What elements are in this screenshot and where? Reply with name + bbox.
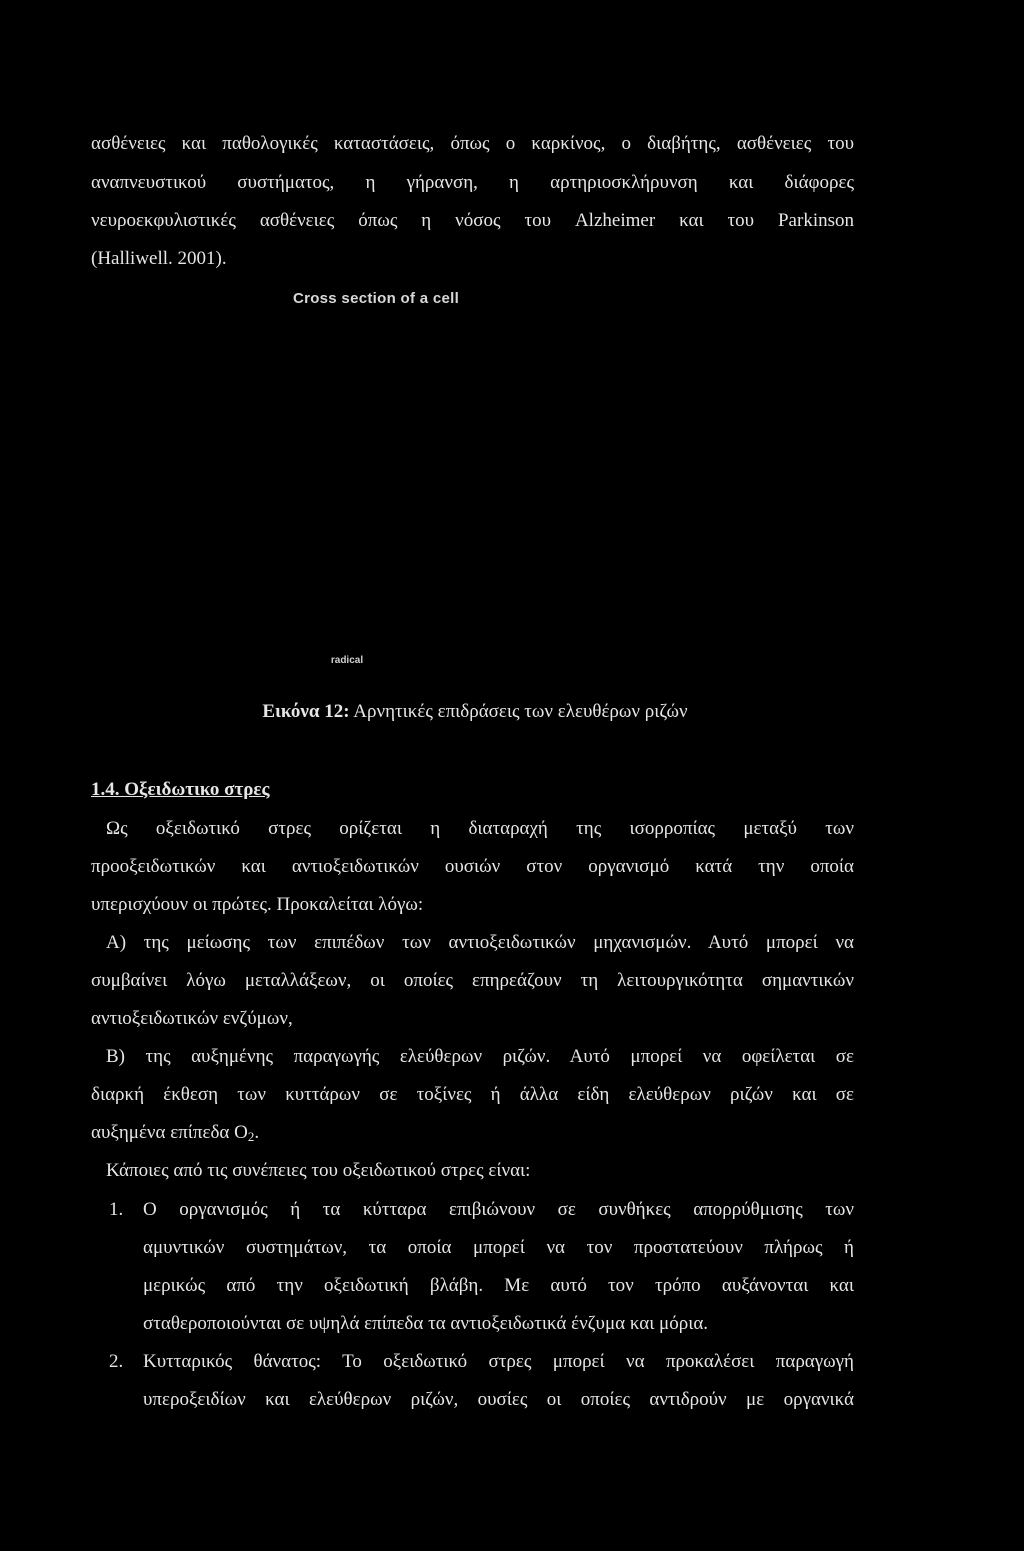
list-item-1-line-2: αμυντικών συστημάτων, τα οποία μπορεί να τον προστατεύουν πλήρως ή <box>143 1237 854 1258</box>
section-heading: 1.4. Οξειδωτικο στρες <box>91 779 270 800</box>
figure-caption-text: Αρνητικές επιδράσεις των ελευθέρων ριζών <box>349 701 688 722</box>
intro-line-4: (Halliwell. 2001). <box>91 248 227 269</box>
list-item-1-line-4: σταθεροποιούνται σε υψηλά επίπεδα τα αντιοξειδωτικά ένζυμα και μόρια. <box>143 1313 709 1334</box>
intro-line-3: νευροεκφυλιστικές ασθένειες όπως η νόσος του Alzheimer και του Parkinson <box>91 210 854 231</box>
list-item-1-line-1: Ο οργανισμός ή τα κύτταρα επιβιώνουν σε συνθήκες απορρύθμισης των <box>143 1199 854 1220</box>
figure-title: Cross section of a cell <box>292 290 460 307</box>
definition-line-3: υπερισχύουν οι πρώτες. Προκαλείται λόγω: <box>91 894 424 915</box>
definition-line-2: προοξειδωτικών και αντιοξειδωτικών ουσιών στον οργανισμό κατά την οποία <box>91 856 854 877</box>
cause-b-line-3-text: αυξημένα επίπεδα O <box>91 1122 248 1143</box>
list-item-2-line-1: Κυτταρικός θάνατος: Το οξειδωτικό στρες μπορεί να προκαλέσει παραγωγή <box>143 1351 854 1372</box>
cause-a-line-2: συμβαίνει λόγω μεταλλάξεων, οι οποίες επηρεάζουν τη λειτουργικότητα σημαντικών <box>91 970 854 991</box>
figure-label: radical <box>330 655 364 666</box>
cause-b-line-3-end: . <box>254 1122 260 1143</box>
figure-caption-label: Εικόνα 12: <box>262 701 350 722</box>
oxygen-subscript: 2 <box>247 1129 255 1144</box>
cause-b-line-2: διαρκή έκθεση των κυττάρων σε τοξίνες ή άλλα είδη ελεύθερων ριζών και σε <box>91 1084 854 1105</box>
cause-a-line-3: αντιοξειδωτικών ενζύμων, <box>91 1008 293 1029</box>
definition-line-1: Ως οξειδωτικό στρες ορίζεται η διαταραχή της ισορροπίας μεταξύ των <box>106 818 854 839</box>
cause-b-line-1: Β) της αυξημένης παραγωγής ελεύθερων ριζών. Αυτό μπορεί να οφείλεται σε <box>106 1046 854 1067</box>
intro-line-1: ασθένειες και παθολογικές καταστάσεις, όπως ο καρκίνος, ο διαβήτης, ασθένειες του <box>91 133 854 154</box>
cause-a-line-1: Α) της μείωσης των επιπέδων των αντιοξειδωτικών μηχανισμών. Αυτό μπορεί να <box>106 932 854 953</box>
consequences-intro: Κάποιες από τις συνέπειες του οξειδωτικού στρες είναι: <box>106 1160 531 1181</box>
intro-line-2: αναπνευστικού συστήματος, η γήρανση, η αρτηριοσκλήρυνση και διάφορες <box>91 172 854 193</box>
list-item-2-line-2: υπεροξειδίων και ελεύθερων ριζών, ουσίες οι οποίες αντιδρούν με οργανικά <box>143 1389 854 1410</box>
cause-b-line-3 <box>91 1121 854 1149</box>
list-item-number-2: 2. <box>109 1351 124 1372</box>
list-item-number-1: 1. <box>109 1199 124 1220</box>
figure-image <box>180 320 780 650</box>
figure-caption <box>0 700 950 724</box>
list-item-1-line-3: μερικώς από την οξειδωτική βλάβη. Με αυτό τον τρόπο αυξάνονται και <box>143 1275 854 1296</box>
